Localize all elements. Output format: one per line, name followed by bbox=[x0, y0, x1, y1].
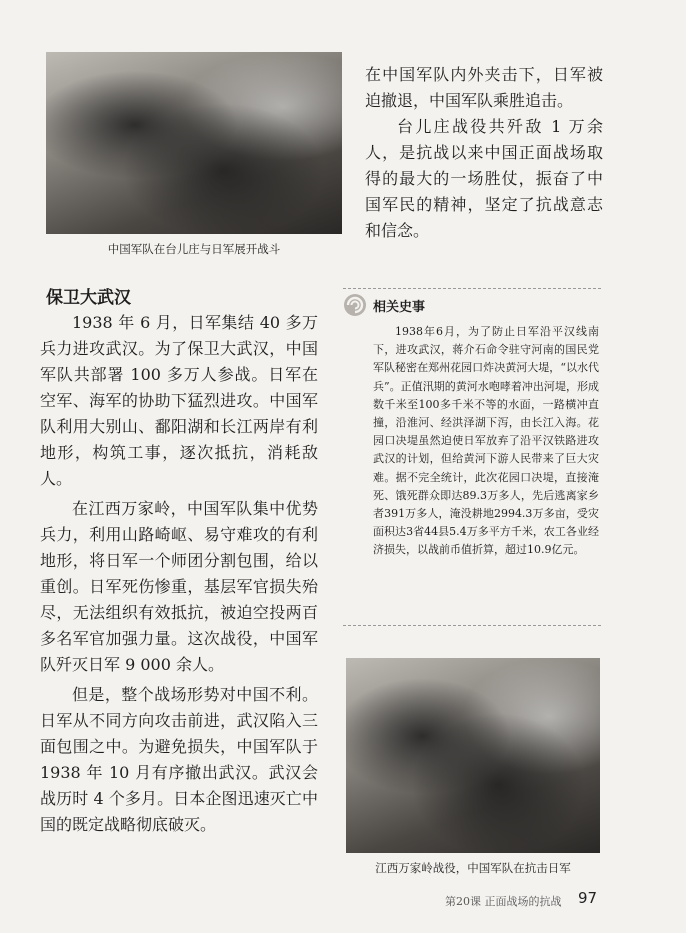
section-body bbox=[40, 310, 318, 838]
page-number: 97 bbox=[578, 889, 598, 907]
swirl-icon bbox=[343, 293, 367, 317]
related-history-box bbox=[343, 288, 601, 626]
top-photo-caption: 中国军队在台儿庄与日军展开战斗 bbox=[107, 242, 281, 256]
wanjialing-battle-photo bbox=[346, 658, 600, 853]
related-history-text bbox=[373, 323, 599, 560]
section-paragraph-1: 1938 年 6 月，日军集结 40 多万兵力进攻武汉。为了保卫大武汉，中国军队共部署 100 多万人参战。日军在空军、海军的协助下猛烈进攻。中国军队利用大别山、鄱阳湖和长江两岸有利地形，构筑工事，逐次抵抗，消耗敌人。 bbox=[40, 313, 318, 488]
taierzhuang-battle-photo bbox=[46, 52, 342, 234]
related-history-header bbox=[343, 293, 425, 317]
section-title: 保卫大武汉 bbox=[46, 288, 131, 308]
lesson-footer: 第20课 正面战场的抗战 bbox=[445, 895, 562, 908]
related-history-paragraph: 1938年6月，为了防止日军沿平汉线南下，进攻武汉，蒋介石命令驻守河南的国民党军队秘密在郑州花园口炸决黄河大堤，“以水代兵”。正值汛期的黄河水咆哮着冲出河堤，形成数千米至100多千米不等的水面，一路横冲直撞，沿淮河、经洪泽湖下泻，由长江入海。花园口决堤虽然迫使日军放弃了沿平汉铁路进攻武汉的计划，但给黄河下游人民带来了巨大灾难。据不完全统计，此次花园口决堤，直接淹死、饿死群众即达89.3万多人，先后逃离家乡者391万多人，淹没耕地2994.3万多亩，受灾面积达3省44县5.4万多平方千米，农工各业经济损失，以战前币值折算，超过10.9亿元。 bbox=[373, 325, 599, 557]
bottom-photo-caption: 江西万家岭战役，中国军队在抗击日军 bbox=[375, 861, 571, 875]
right-column-text bbox=[365, 62, 603, 244]
right-paragraph-1: 在中国军队内外夹击下，日军被迫撤退，中国军队乘胜追击。 bbox=[365, 65, 603, 110]
related-history-title: 相关史事 bbox=[373, 299, 426, 315]
section-paragraph-2: 在江西万家岭，中国军队集中优势兵力，利用山路崎岖、易守难攻的有利地形，将日军一个师团分割包围，给以重创。日军死伤惨重，基层军官损失殆尽，无法组织有效抵抗，被迫空投两百多名军官加强力量。这次战役，中国军队歼灭日军 9 000 余人。 bbox=[40, 499, 318, 674]
section-paragraph-3: 但是，整个战场形势对中国不利。日军从不同方向攻击前进，武汉陷入三面包围之中。为避免损失，中国军队于 1938 年 10 月有序撤出武汉。武汉会战历时 4 个多月。日本企图迅速灭亡中国的既定战略彻底破灭。 bbox=[40, 685, 318, 834]
right-paragraph-2: 台儿庄战役共歼敌 1 万余人，是抗战以来中国正面战场取得的最大的一场胜仗，振奋了中国军民的精神，坚定了抗战意志和信念。 bbox=[365, 117, 603, 240]
